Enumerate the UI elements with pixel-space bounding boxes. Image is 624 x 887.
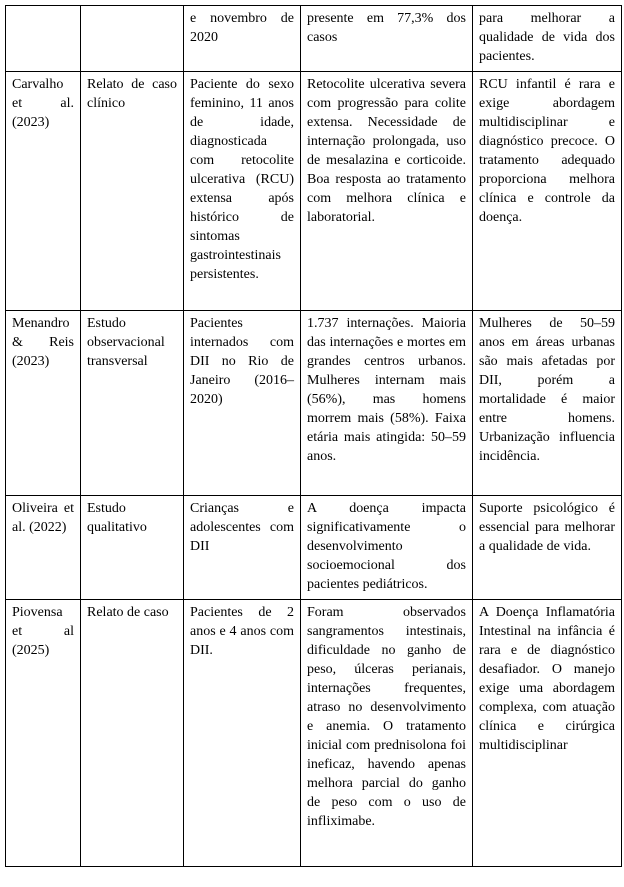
conclusion-cell: para melhorar a qualidade de vida dos pacientes. <box>473 6 622 72</box>
results-cell: Foram observados sangramentos intestinais, dificuldade no ganho de peso, úlceras perianais, internações frequentes, atraso no desenvolvimento e anemia. O tratamento inicial com prednisolona foi ineficaz, havendo apenas melhora parcial do ganho de peso com o uso de infliximabe. <box>301 600 473 867</box>
table-row <box>6 600 622 867</box>
author-cell: Oliveira et al. (2022) <box>6 496 81 600</box>
table-row <box>6 311 622 496</box>
results-cell: A doença impacta significativamente o desenvolvimento socioemocional dos pacientes pediátricos. <box>301 496 473 600</box>
sample-cell: Pacientes de 2 anos e 4 anos com DII. <box>184 600 301 867</box>
table-row <box>6 496 622 600</box>
conclusion-cell: Suporte psicológico é essencial para melhorar a qualidade de vida. <box>473 496 622 600</box>
design-cell: Estudo qualitativo <box>81 496 184 600</box>
design-cell <box>81 6 184 72</box>
author-cell <box>6 6 81 72</box>
sample-cell: Paciente do sexo feminino, 11 anos de idade, diagnosticada com retocolite ulcerativa (RCU) extensa após histórico de sintomas gastrointestinais persistentes. <box>184 72 301 311</box>
design-cell: Relato de caso clínico <box>81 72 184 311</box>
studies-table <box>5 5 622 867</box>
conclusion-cell: A Doença Inflamatória Intestinal na infância é rara e de diagnóstico desafiador. O manejo exige uma abordagem complexa, com atuação clínica e cirúrgica multidisciplinar <box>473 600 622 867</box>
conclusion-cell: RCU infantil é rara e exige abordagem multidisciplinar e diagnóstico precoce. O tratamento adequado proporciona melhora clínica e controle da doença. <box>473 72 622 311</box>
design-cell: Relato de caso <box>81 600 184 867</box>
sample-cell: e novembro de 2020 <box>184 6 301 72</box>
author-cell: Piovensa et al (2025) <box>6 600 81 867</box>
table-row <box>6 72 622 311</box>
results-cell: 1.737 internações. Maioria das internações e mortes em grandes centros urbanos. Mulheres internam mais (56%), mas homens morrem mais (58%). Faixa etária mais atingida: 50–59 anos. <box>301 311 473 496</box>
table-row <box>6 6 622 72</box>
sample-cell: Pacientes internados com DII no Rio de Janeiro (2016–2020) <box>184 311 301 496</box>
author-cell: Carvalho et al. (2023) <box>6 72 81 311</box>
design-cell: Estudo observacional transversal <box>81 311 184 496</box>
conclusion-cell: Mulheres de 50–59 anos em áreas urbanas são mais afetadas por DII, porém a mortalidade é maior entre homens. Urbanização influencia incidência. <box>473 311 622 496</box>
sample-cell: Crianças e adolescentes com DII <box>184 496 301 600</box>
results-cell: presente em 77,3% dos casos <box>301 6 473 72</box>
author-cell: Menandro & Reis (2023) <box>6 311 81 496</box>
results-cell: Retocolite ulcerativa severa com progressão para colite extensa. Necessidade de internação prolongada, uso de mesalazina e corticoide. Boa resposta ao tratamento com melhora clínica e laboratorial. <box>301 72 473 311</box>
